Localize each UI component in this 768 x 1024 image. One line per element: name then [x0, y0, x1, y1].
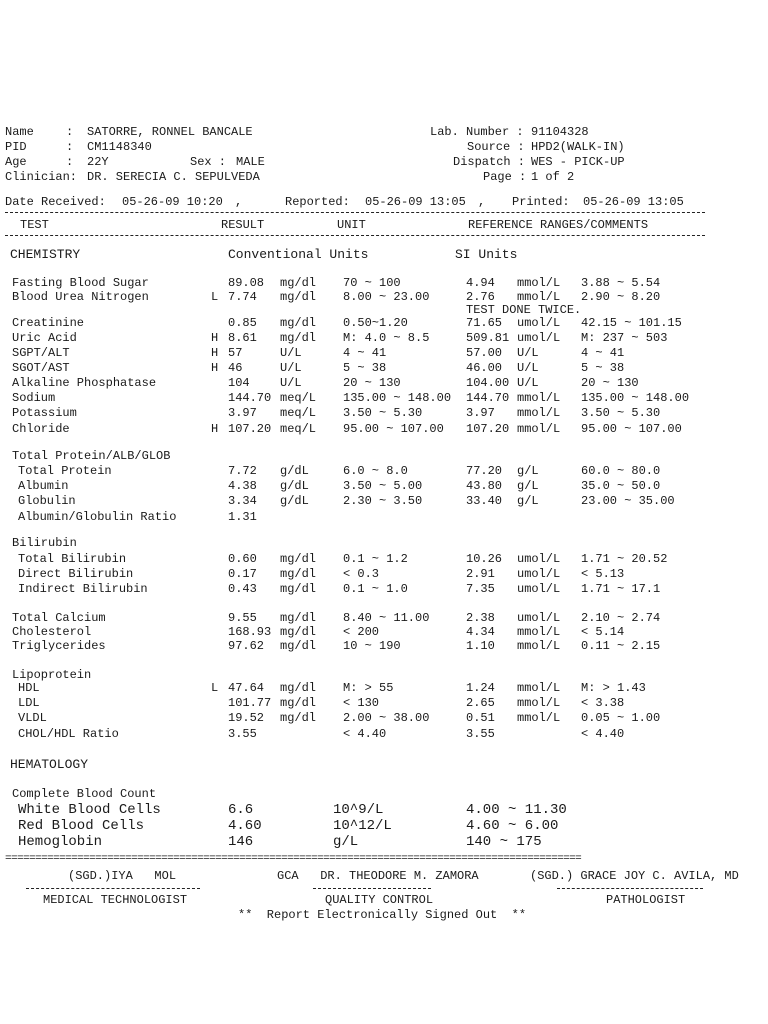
si-result: 7.35 — [466, 582, 495, 596]
reference-range: 0.1 ~ 1.0 — [343, 582, 408, 596]
unit: mg/dl — [280, 582, 317, 596]
unit: U/L — [280, 346, 302, 360]
printed-value: 05-26-09 13:05 — [583, 195, 684, 209]
reference-range: 0.1 ~ 1.2 — [343, 552, 408, 566]
si-unit: umol/L — [517, 567, 561, 581]
si-reference-range: 5 ~ 38 — [581, 361, 625, 375]
si-result: 2.91 — [466, 567, 495, 581]
si-unit: U/L — [517, 361, 539, 375]
pathologist-name: (SGD.) GRACE JOY C. AVILA, MD — [530, 869, 739, 883]
si-reference-range: 35.0 ~ 50.0 — [581, 479, 661, 493]
result-value: 6.6 — [228, 802, 254, 818]
dispatch-label: Dispatch : — [453, 155, 526, 169]
unit: meq/L — [280, 422, 317, 436]
lab-number-value: 91104328 — [531, 125, 589, 139]
result-value: 168.93 — [228, 625, 272, 639]
si-reference-range: < 4.40 — [581, 727, 625, 741]
qc-title: QUALITY CONTROL — [325, 893, 434, 907]
result-value: 47.64 — [228, 681, 265, 695]
test-name: LDL — [18, 696, 40, 710]
unit: 10^12/L — [333, 818, 392, 834]
test-name: Indirect Bilirubin — [18, 582, 148, 596]
section-lipoprotein: Lipoprotein — [12, 668, 92, 682]
si-result: 104.00 — [466, 376, 510, 390]
si-unit: U/L — [517, 376, 539, 390]
section-protein: Total Protein/ALB/GLOB — [12, 449, 171, 463]
unit: mg/dl — [280, 567, 317, 581]
si-result: 77.20 — [466, 464, 503, 478]
reference-range: 10 ~ 190 — [343, 639, 401, 653]
result-value: 3.55 — [228, 727, 257, 741]
reference-range: 135.00 ~ 148.00 — [343, 391, 452, 405]
si-reference-range: M: > 1.43 — [581, 681, 646, 695]
result-value: 97.62 — [228, 639, 265, 653]
test-name: Red Blood Cells — [18, 818, 145, 834]
si-reference-range: < 5.14 — [581, 625, 625, 639]
unit: mg/dl — [280, 290, 317, 304]
divider — [5, 235, 705, 236]
reference-range: 3.50 ~ 5.30 — [343, 406, 423, 420]
unit: g/dL — [280, 479, 309, 493]
qc-name: GCA DR. THEODORE M. ZAMORA — [277, 869, 479, 883]
result-value: 57 — [228, 346, 243, 360]
si-unit: mmol/L — [517, 391, 561, 405]
unit: mg/dl — [280, 331, 317, 345]
si-result: 46.00 — [466, 361, 503, 375]
si-unit: mmol/L — [517, 406, 561, 420]
signature-line — [26, 888, 200, 889]
reference-range: 20 ~ 130 — [343, 376, 401, 390]
age-label: Age — [5, 155, 27, 169]
si-reference-range: 20 ~ 130 — [581, 376, 639, 390]
test-name: Cholesterol — [12, 625, 92, 639]
result-value: 7.74 — [228, 290, 257, 304]
si-result: 33.40 — [466, 494, 503, 508]
reference-range: 70 ~ 100 — [343, 276, 401, 290]
reference-range: 0.50~1.20 — [343, 316, 408, 330]
si-unit: mmol/L — [517, 681, 561, 695]
bun-note: TEST DONE TWICE. — [466, 303, 582, 317]
result-value: 0.60 — [228, 552, 257, 566]
clinician-value: DR. SERECIA C. SEPULVEDA — [87, 170, 260, 184]
si-result: 107.20 — [466, 422, 510, 436]
test-name: SGPT/ALT — [12, 346, 70, 360]
test-name: Triglycerides — [12, 639, 106, 653]
reference-range: 140 ~ 175 — [466, 834, 542, 850]
si-unit: U/L — [517, 346, 539, 360]
result-value: 104 — [228, 376, 250, 390]
test-name: Sodium — [12, 391, 56, 405]
section-cbc: Complete Blood Count — [12, 787, 157, 801]
reference-range: 2.30 ~ 3.50 — [343, 494, 423, 508]
si-result: 2.38 — [466, 611, 495, 625]
conventional-units-heading: Conventional Units — [228, 247, 369, 262]
date-received-label: Date Received: — [5, 195, 106, 209]
result-value: 7.72 — [228, 464, 257, 478]
reference-range: < 130 — [343, 696, 380, 710]
test-name: Alkaline Phosphatase — [12, 376, 157, 390]
result-value: 3.97 — [228, 406, 257, 420]
printed-label: Printed: — [512, 195, 570, 209]
signature-line — [313, 888, 431, 889]
result-value: 19.52 — [228, 711, 265, 725]
si-reference-range: 4 ~ 41 — [581, 346, 625, 360]
result-value: 4.60 — [228, 818, 262, 834]
test-name: CHOL/HDL Ratio — [18, 727, 119, 741]
abnormal-flag: H — [211, 422, 219, 436]
reference-range: < 0.3 — [343, 567, 380, 581]
col-result: RESULT — [221, 218, 265, 232]
test-name: White Blood Cells — [18, 802, 161, 818]
col-test: TEST — [20, 218, 49, 232]
section-chemistry: CHEMISTRY — [10, 247, 81, 262]
sex-value: MALE — [236, 155, 265, 169]
si-reference-range: 42.15 ~ 101.15 — [581, 316, 682, 330]
si-result: 43.80 — [466, 479, 503, 493]
medtech-title: MEDICAL TECHNOLOGIST — [43, 893, 188, 907]
reference-range: 8.40 ~ 11.00 — [343, 611, 430, 625]
test-name: Albumin — [18, 479, 69, 493]
signature-line — [557, 888, 703, 889]
reference-range: 3.50 ~ 5.00 — [343, 479, 423, 493]
si-reference-range: 2.90 ~ 8.20 — [581, 290, 661, 304]
si-unit: mmol/L — [517, 639, 561, 653]
reference-range: < 200 — [343, 625, 380, 639]
source-value: HPD2(WALK-IN) — [531, 140, 625, 154]
sex-label: Sex : — [190, 155, 227, 169]
si-result: 57.00 — [466, 346, 503, 360]
si-reference-range: 1.71 ~ 17.1 — [581, 582, 661, 596]
test-name: SGOT/AST — [12, 361, 70, 375]
si-result: 0.51 — [466, 711, 495, 725]
reference-range: 95.00 ~ 107.00 — [343, 422, 444, 436]
reference-range: < 4.40 — [343, 727, 387, 741]
si-unit: umol/L — [517, 582, 561, 596]
test-name: Globulin — [18, 494, 76, 508]
test-name: Fasting Blood Sugar — [12, 276, 149, 290]
signed-note: ** Report Electronically Signed Out ** — [238, 908, 527, 922]
si-reference-range: 60.0 ~ 80.0 — [581, 464, 661, 478]
test-name: Total Protein — [18, 464, 112, 478]
si-unit: g/L — [517, 479, 539, 493]
si-reference-range: 0.05 ~ 1.00 — [581, 711, 661, 725]
page-value: 1 of 2 — [531, 170, 575, 184]
unit: mg/dl — [280, 625, 317, 639]
si-result: 3.97 — [466, 406, 495, 420]
si-reference-range: 135.00 ~ 148.00 — [581, 391, 690, 405]
test-name: Uric Acid — [12, 331, 77, 345]
reference-range: 4 ~ 41 — [343, 346, 387, 360]
section-bilirubin: Bilirubin — [12, 536, 77, 550]
si-unit: g/L — [517, 464, 539, 478]
unit: g/dL — [280, 464, 309, 478]
unit: U/L — [280, 361, 302, 375]
si-result: 4.34 — [466, 625, 495, 639]
reference-range: M: 4.0 ~ 8.5 — [343, 331, 430, 345]
result-value: 144.70 — [228, 391, 272, 405]
si-reference-range: 95.00 ~ 107.00 — [581, 422, 682, 436]
si-reference-range: 3.88 ~ 5.54 — [581, 276, 661, 290]
si-result: 1.10 — [466, 639, 495, 653]
unit: mg/dl — [280, 316, 317, 330]
result-value: 0.17 — [228, 567, 257, 581]
si-unit: mmol/L — [517, 422, 561, 436]
reference-range: 4.00 ~ 11.30 — [466, 802, 567, 818]
reference-range: M: > 55 — [343, 681, 394, 695]
name-label: Name — [5, 125, 34, 139]
si-unit: umol/L — [517, 611, 561, 625]
si-reference-range: < 5.13 — [581, 567, 625, 581]
abnormal-flag: L — [211, 681, 219, 695]
si-unit: umol/L — [517, 331, 561, 345]
si-units-heading: SI Units — [455, 247, 518, 262]
reference-range: 5 ~ 38 — [343, 361, 387, 375]
pid-value: CM1148340 — [87, 140, 152, 154]
lab-number-label: Lab. Number : — [430, 125, 524, 139]
abnormal-flag: H — [211, 361, 219, 375]
reference-range: 8.00 ~ 23.00 — [343, 290, 430, 304]
date-received-value: 05-26-09 10:20 — [122, 195, 223, 209]
result-value: 1.31 — [228, 510, 257, 524]
reported-label: Reported: — [285, 195, 350, 209]
result-value: 107.20 — [228, 422, 272, 436]
unit: g/L — [333, 834, 359, 850]
unit: mg/dl — [280, 276, 317, 290]
reference-range: 6.0 ~ 8.0 — [343, 464, 408, 478]
test-name: Albumin/Globulin Ratio — [18, 510, 177, 524]
source-label: Source : — [467, 140, 525, 154]
unit: mg/dl — [280, 681, 317, 695]
section-hematology: HEMATOLOGY — [10, 757, 89, 772]
unit: mg/dl — [280, 552, 317, 566]
result-value: 0.43 — [228, 582, 257, 596]
unit: mg/dl — [280, 639, 317, 653]
si-reference-range: 3.50 ~ 5.30 — [581, 406, 661, 420]
si-reference-range: 23.00 ~ 35.00 — [581, 494, 675, 508]
test-name: Chloride — [12, 422, 70, 436]
age-value: 22Y — [87, 155, 109, 169]
test-name: Potassium — [12, 406, 77, 420]
si-result: 10.26 — [466, 552, 503, 566]
pathologist-title: PATHOLOGIST — [606, 893, 686, 907]
result-value: 9.55 — [228, 611, 257, 625]
abnormal-flag: L — [211, 290, 219, 304]
clinician-label: Clinician: — [5, 170, 78, 184]
si-result: 71.65 — [466, 316, 503, 330]
si-unit: mmol/L — [517, 711, 561, 725]
patient-name: SATORRE, RONNEL BANCALE — [87, 125, 253, 139]
dispatch-value: WES - PICK-UP — [531, 155, 625, 169]
si-unit: g/L — [517, 494, 539, 508]
result-value: 0.85 — [228, 316, 257, 330]
result-value: 146 — [228, 834, 254, 850]
equals-divider: ================================================================================================ — [5, 853, 582, 865]
si-reference-range: 1.71 ~ 20.52 — [581, 552, 668, 566]
unit: U/L — [280, 376, 302, 390]
result-value: 89.08 — [228, 276, 265, 290]
page-label: Page : — [483, 170, 527, 184]
si-reference-range: < 3.38 — [581, 696, 625, 710]
unit: g/dL — [280, 494, 309, 508]
si-result: 2.65 — [466, 696, 495, 710]
unit: 10^9/L — [333, 802, 384, 818]
si-unit: mmol/L — [517, 696, 561, 710]
divider — [5, 212, 705, 213]
test-name: Total Calcium — [12, 611, 106, 625]
si-result: 4.94 — [466, 276, 495, 290]
test-name: Hemoglobin — [18, 834, 103, 850]
result-value: 101.77 — [228, 696, 272, 710]
test-name: VLDL — [18, 711, 47, 725]
test-name: Direct Bilirubin — [18, 567, 134, 581]
test-name: HDL — [18, 681, 40, 695]
reported-value: 05-26-09 13:05 — [365, 195, 466, 209]
col-ref: REFERENCE RANGES/COMMENTS — [468, 218, 649, 232]
abnormal-flag: H — [211, 346, 219, 360]
test-name: Blood Urea Nitrogen — [12, 290, 149, 304]
result-value: 3.34 — [228, 494, 257, 508]
si-reference-range: 0.11 ~ 2.15 — [581, 639, 661, 653]
si-result: 1.24 — [466, 681, 495, 695]
result-value: 4.38 — [228, 479, 257, 493]
reference-range: 4.60 ~ 6.00 — [466, 818, 559, 834]
result-value: 8.61 — [228, 331, 257, 345]
si-unit: umol/L — [517, 552, 561, 566]
si-reference-range: 2.10 ~ 2.74 — [581, 611, 661, 625]
medtech-name: (SGD.)IYA MOL — [68, 869, 177, 883]
col-unit: UNIT — [337, 218, 366, 232]
abnormal-flag: H — [211, 331, 219, 345]
unit: meq/L — [280, 391, 317, 405]
pid-label: PID — [5, 140, 27, 154]
si-result: 509.81 — [466, 331, 510, 345]
si-unit: mmol/L — [517, 276, 561, 290]
si-result: 144.70 — [466, 391, 510, 405]
si-result: 2.76 — [466, 290, 495, 304]
result-value: 46 — [228, 361, 243, 375]
si-unit: mmol/L — [517, 290, 561, 304]
test-name: Creatinine — [12, 316, 85, 330]
unit: meq/L — [280, 406, 317, 420]
si-unit: umol/L — [517, 316, 561, 330]
unit: mg/dl — [280, 711, 317, 725]
unit: mg/dl — [280, 611, 317, 625]
reference-range: 2.00 ~ 38.00 — [343, 711, 430, 725]
unit: mg/dl — [280, 696, 317, 710]
test-name: Total Bilirubin — [18, 552, 127, 566]
si-unit: mmol/L — [517, 625, 561, 639]
si-reference-range: M: 237 ~ 503 — [581, 331, 668, 345]
si-result: 3.55 — [466, 727, 495, 741]
